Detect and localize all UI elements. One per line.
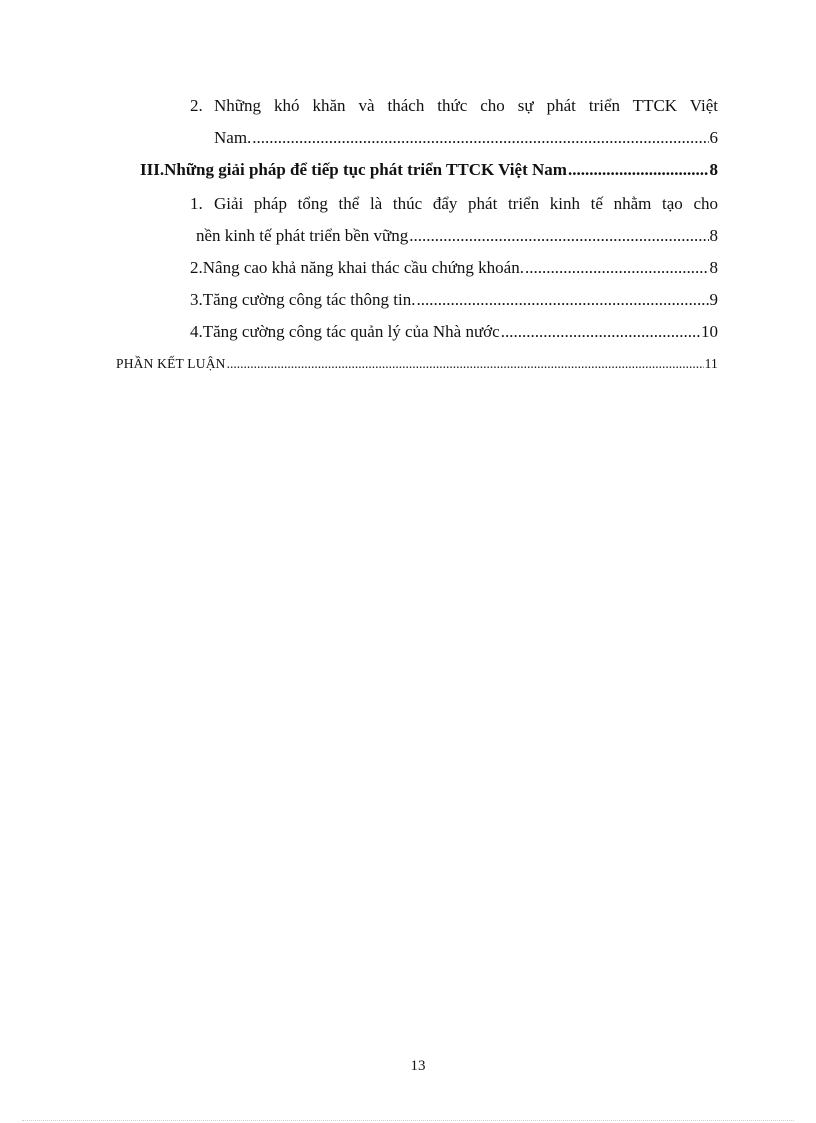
bottom-divider — [22, 1120, 794, 1121]
toc-page-number: 6 — [709, 128, 718, 147]
toc-entry-text: Nâng cao khả năng khai thác cầu chứng khoán. — [202, 258, 524, 277]
toc-section-number: III. — [140, 160, 165, 179]
dot-leader — [568, 160, 709, 180]
toc-entry-number: 4. — [190, 322, 203, 341]
toc-page-number: 10 — [701, 322, 718, 341]
toc-entry-overall-solution[interactable] — [190, 194, 214, 214]
toc-entry-conclusion[interactable] — [116, 354, 718, 374]
toc-entry-number: 3. — [190, 290, 203, 309]
dot-leader — [409, 226, 708, 246]
toc-entry-information[interactable] — [190, 290, 718, 310]
dot-leader — [525, 258, 709, 278]
page-number: 13 — [410, 1058, 426, 1074]
toc-entry-number: 2. — [190, 96, 203, 115]
toc-entry-state-management[interactable] — [190, 322, 718, 342]
dot-leader — [416, 290, 708, 310]
dot-leader — [501, 322, 700, 342]
toc-entry-text: PHẦN KẾT LUẬN — [116, 356, 226, 371]
toc-entry-text: Giải pháp tổng thể là thúc đẩy phát triển kinh tế nhằm tạo cho — [214, 194, 718, 213]
dot-leader — [227, 354, 704, 374]
dot-leader — [252, 128, 708, 148]
toc-entry-text: Tăng cường công tác quản lý của Nhà nước — [202, 322, 500, 341]
toc-entry-demand[interactable] — [190, 258, 718, 278]
toc-entry-difficulties-line2[interactable] — [214, 128, 718, 148]
toc-entry-number: 2. — [190, 258, 203, 277]
toc-entry-text: Nam. — [214, 128, 252, 147]
toc-entry-difficulties[interactable] — [190, 96, 214, 116]
toc-section-title: Những giải pháp để tiếp tục phát triển TTCK Việt Nam — [164, 160, 567, 179]
toc-entry-text: nền kinh tế phát triển bền vững — [196, 226, 409, 245]
toc-section-3[interactable] — [140, 160, 718, 180]
toc-page-number: 9 — [709, 290, 718, 309]
toc-entry-overall-solution-line2[interactable] — [196, 226, 718, 246]
toc-page-number: 8 — [709, 226, 718, 245]
toc-page-number: 8 — [709, 160, 718, 179]
toc-entry-number: 1. — [190, 194, 203, 213]
toc-entry-text: Tăng cường công tác thông tin. — [202, 290, 416, 309]
toc-page-number: 8 — [709, 258, 718, 277]
toc-entry-text: Những khó khăn và thách thức cho sự phát triển TTCK Việt — [214, 96, 718, 115]
toc-page-number: 11 — [704, 356, 718, 371]
